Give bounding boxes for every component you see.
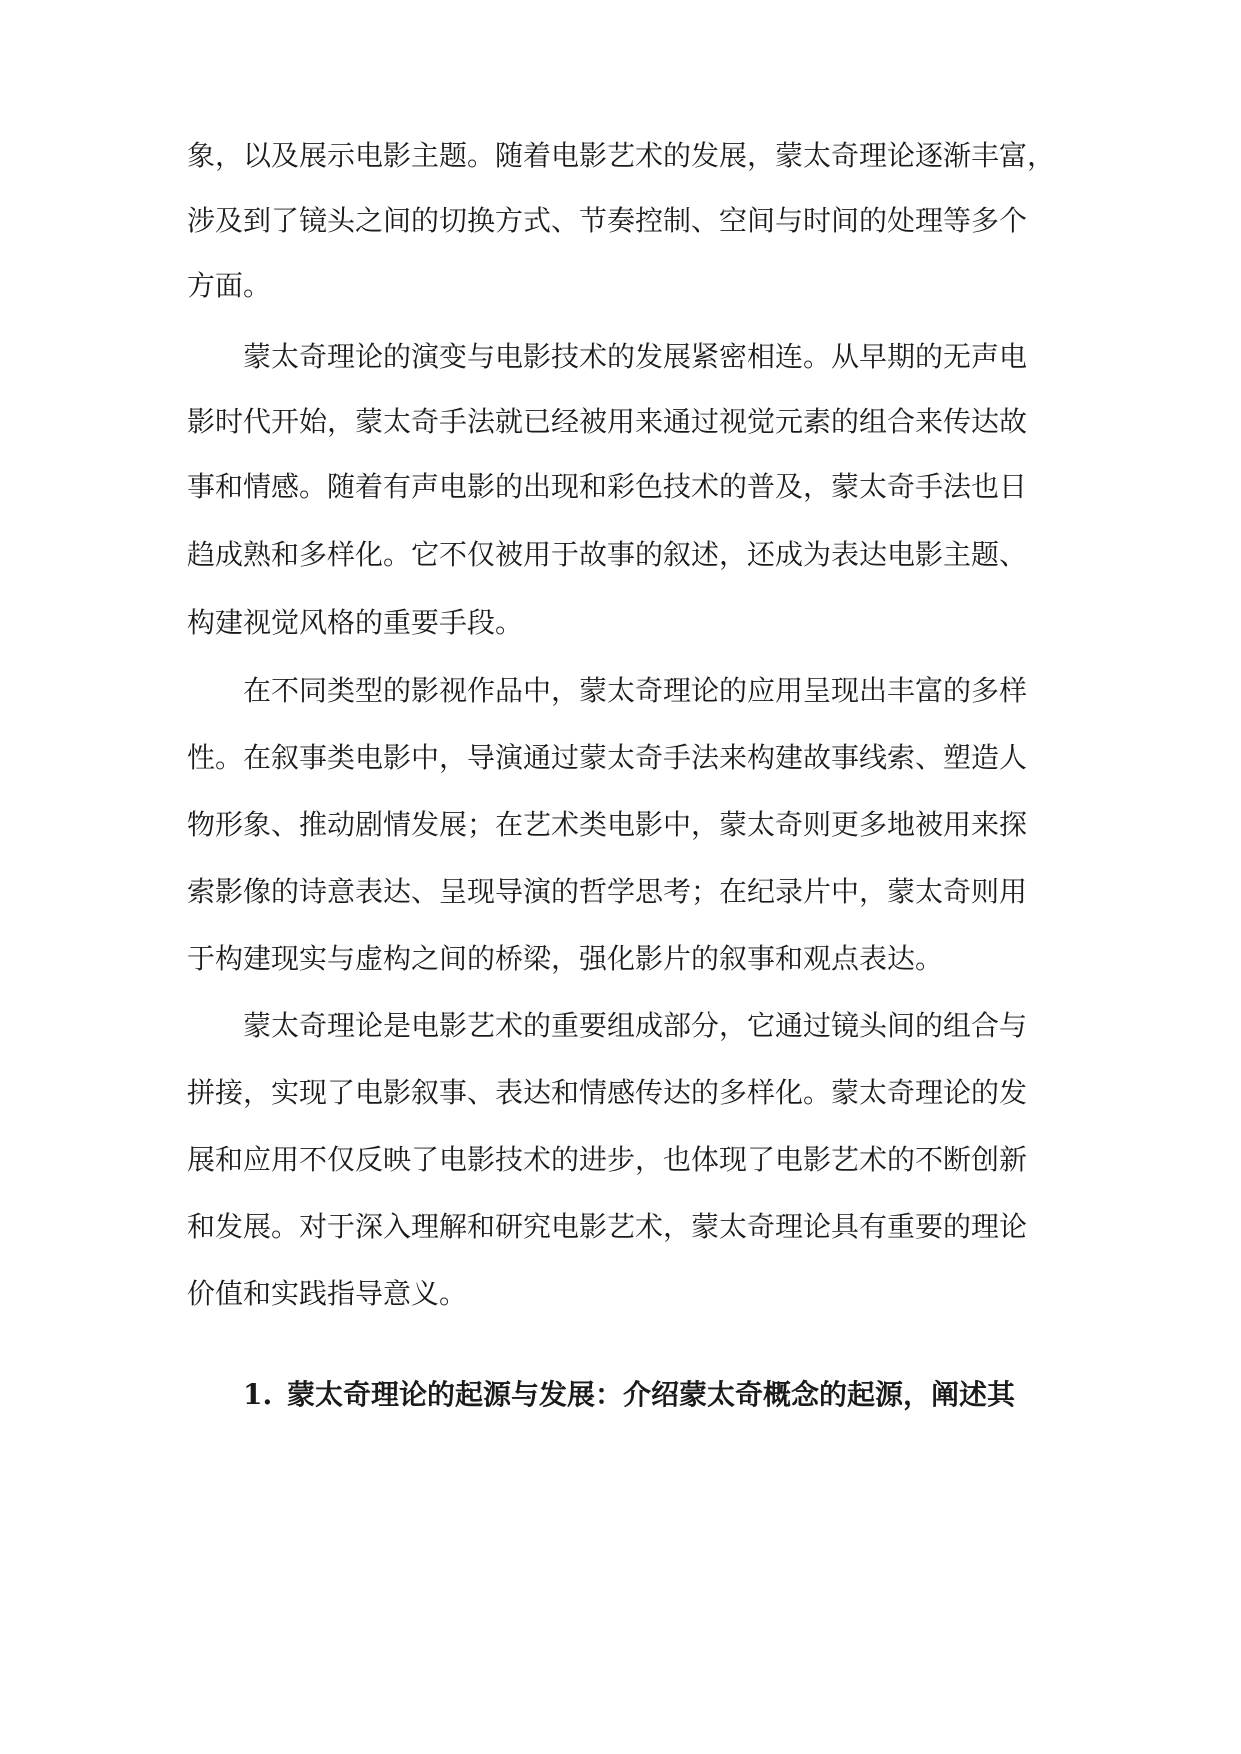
paragraph-4-line-3: 展和应用不仅反映了电影技术的进步，也体现了电影艺术的不断创新 (187, 1143, 1028, 1176)
paragraph-4-line-5: 价值和实践指导意义。 (187, 1277, 468, 1310)
paragraph-3-line-4: 索影像的诗意表达、呈现导演的哲学思考；在纪录片中，蒙太奇则用 (187, 875, 1028, 908)
paragraph-4-line-2: 拼接，实现了电影叙事、表达和情感传达的多样化。蒙太奇理论的发 (187, 1076, 1028, 1109)
paragraph-3-line-3: 物形象、推动剧情发展；在艺术类电影中，蒙太奇则更多地被用来探 (187, 808, 1028, 841)
paragraph-2-line-1: 蒙太奇理论的演变与电影技术的发展紧密相连。从早期的无声电 (243, 340, 1028, 373)
paragraph-2-line-5: 构建视觉风格的重要手段。 (187, 606, 524, 639)
paragraph-1-line-2: 涉及到了镜头之间的切换方式、节奏控制、空间与时间的处理等多个 (187, 204, 1028, 237)
section-heading (243, 1375, 1063, 1415)
paragraph-4-line-1: 蒙太奇理论是电影艺术的重要组成部分，它通过镜头间的组合与 (243, 1009, 1028, 1042)
paragraph-3-line-2: 性。在叙事类电影中，导演通过蒙太奇手法来构建故事线索、塑造人 (187, 741, 1028, 774)
paragraph-1-line-1: 象，以及展示电影主题。随着电影艺术的发展，蒙太奇理论逐渐丰富， (187, 139, 1056, 172)
paragraph-1-line-3: 方面。 (187, 269, 272, 302)
paragraph-3-line-1: 在不同类型的影视作品中，蒙太奇理论的应用呈现出丰富的多样 (243, 674, 1028, 707)
paragraph-2-line-4: 趋成熟和多样化。它不仅被用于故事的叙述，还成为表达电影主题、 (187, 538, 1028, 571)
paragraph-2-line-3: 事和情感。随着有声电影的出现和彩色技术的普及，蒙太奇手法也日 (187, 470, 1028, 503)
paragraph-4-line-4: 和发展。对于深入理解和研究电影艺术，蒙太奇理论具有重要的理论 (187, 1210, 1028, 1243)
paragraph-2-line-2: 影时代开始，蒙太奇手法就已经被用来通过视觉元素的组合来传达故 (187, 405, 1028, 438)
paragraph-3-line-5: 于构建现实与虚构之间的桥梁，强化影片的叙事和观点表达。 (187, 942, 944, 975)
section-heading-text: 蒙太奇理论的起源与发展：介绍蒙太奇概念的起源，阐述其 (287, 1378, 1016, 1411)
section-heading-number: 1. (243, 1378, 273, 1411)
